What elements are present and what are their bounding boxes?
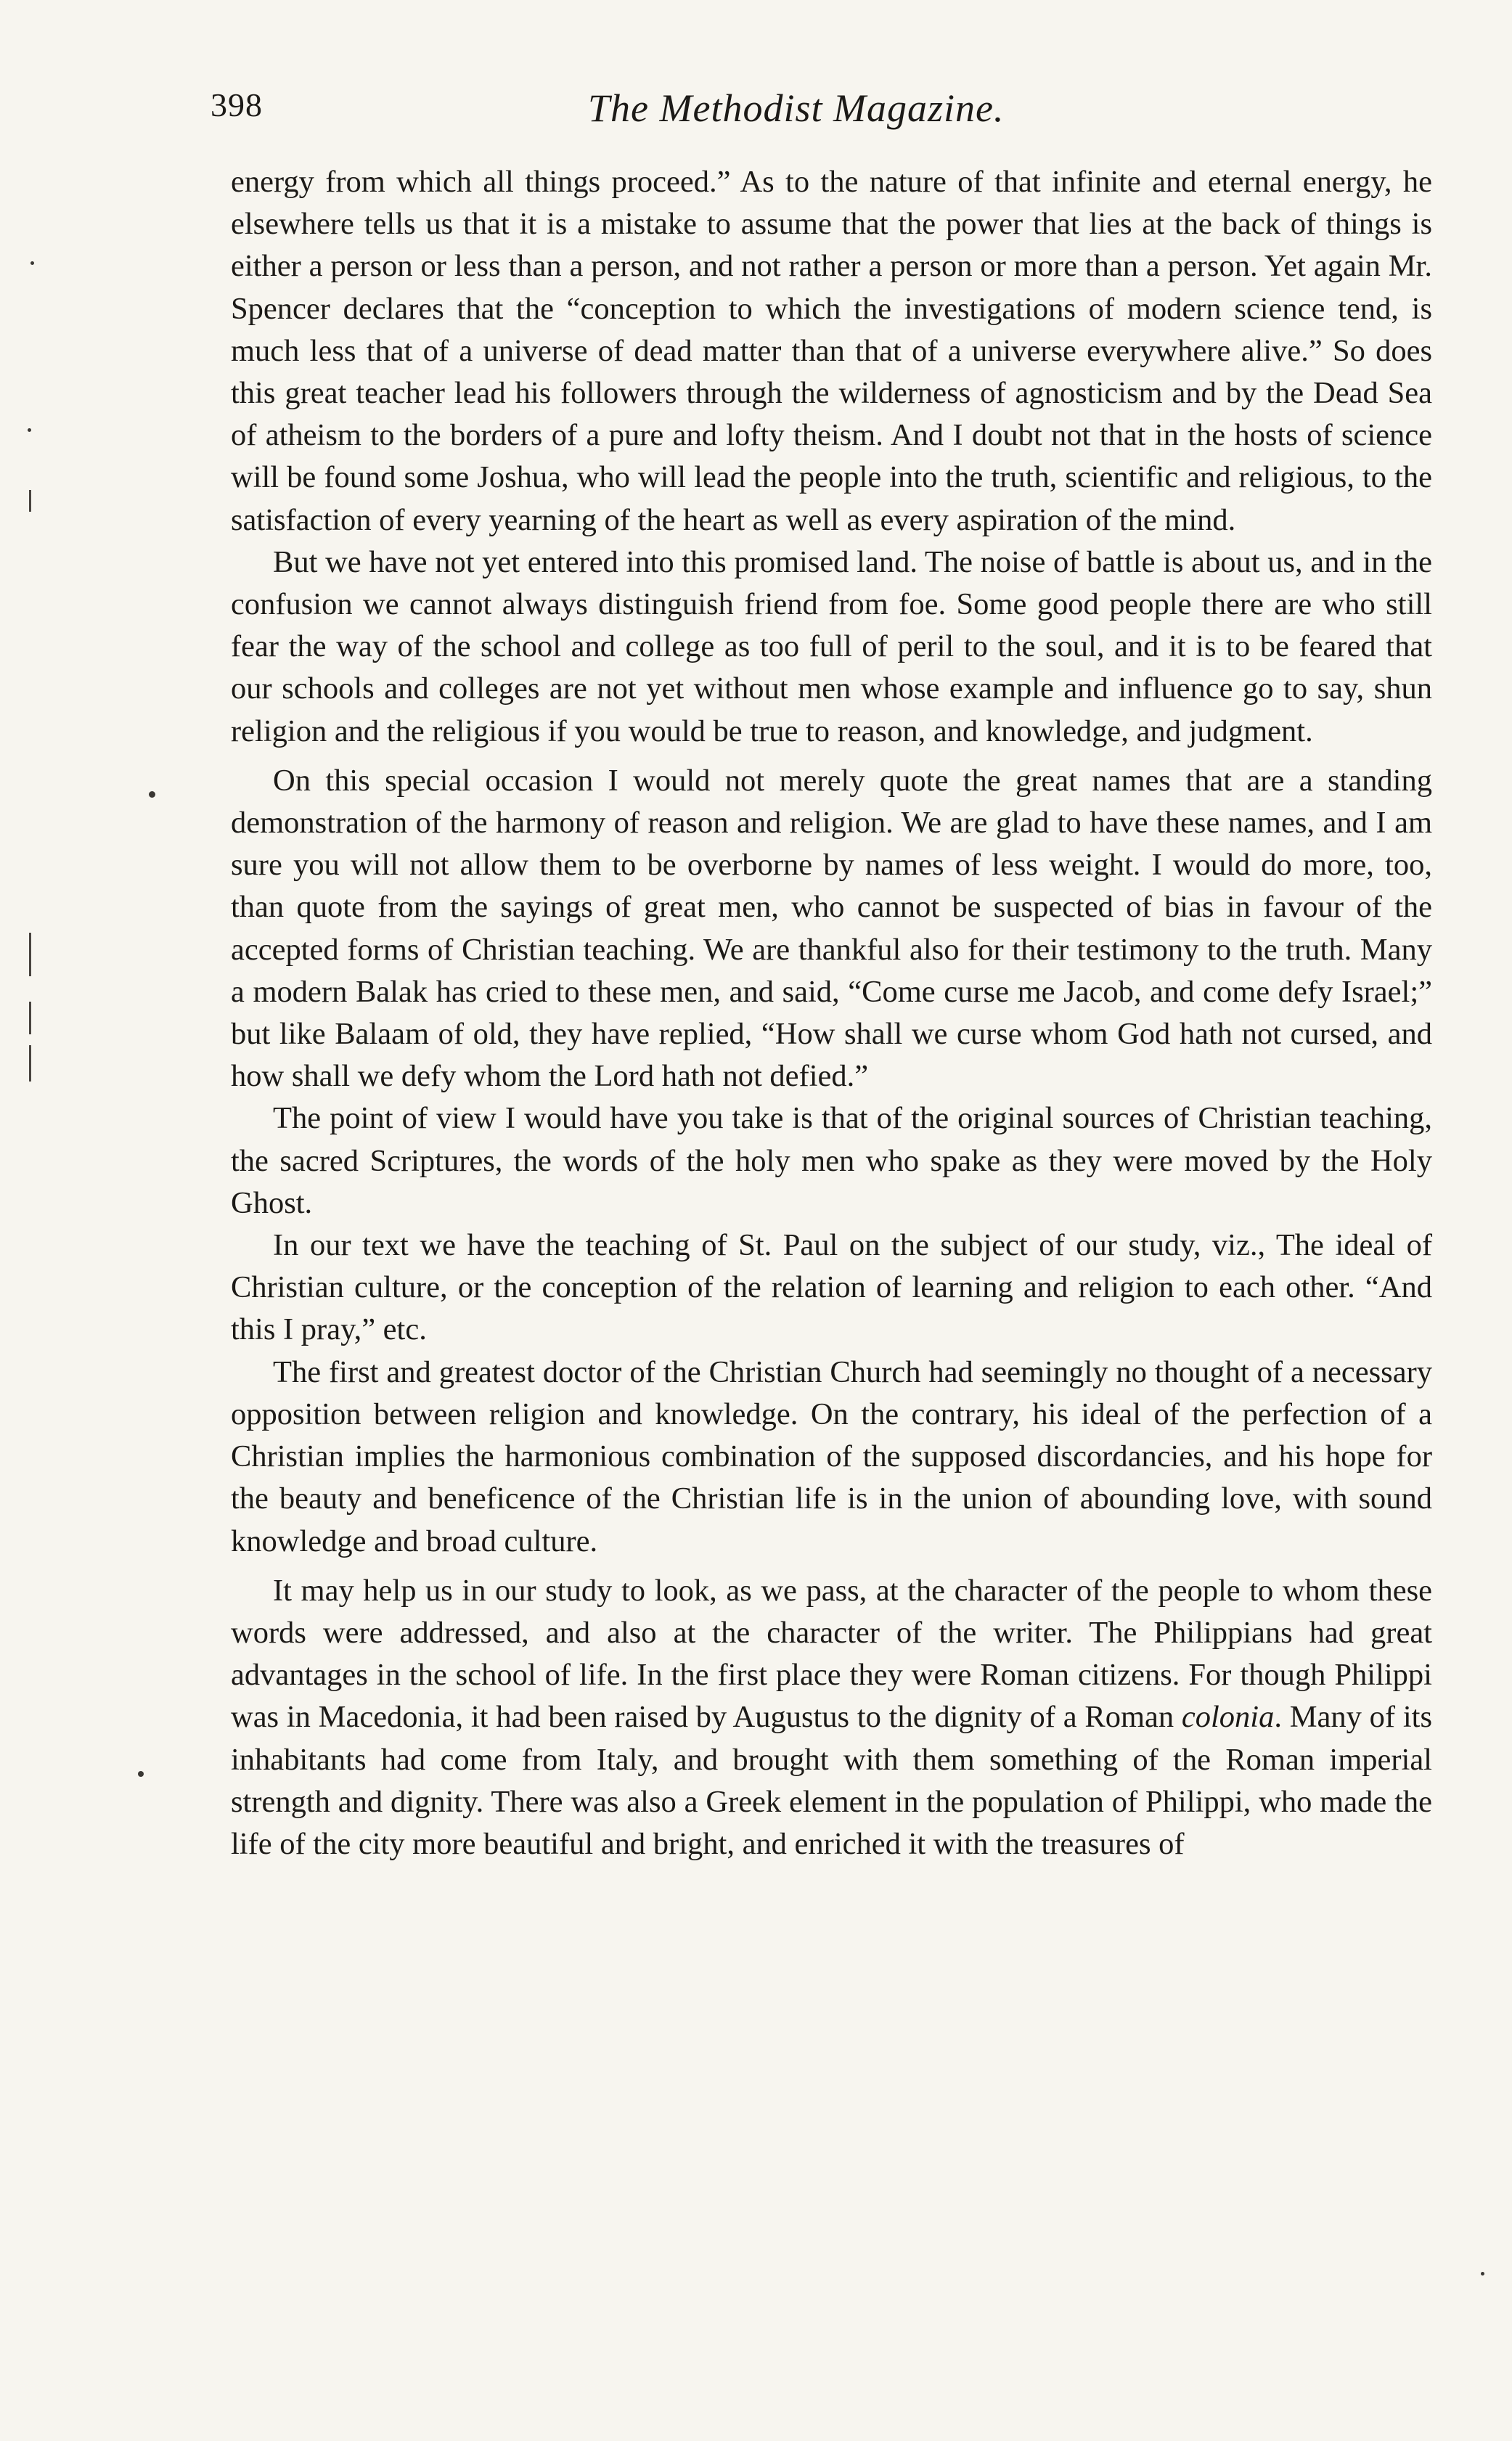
paragraph: It may help us in our study to look, as we pass, at the character of the people to whom these words were addressed, and also at the character of the writer. The Philippians had great advantages in the school of life. In the first place they were Roman citizens. For though Philippi was in Macedonia, it had been raised by Augustus to the dignity of a Roman colonia. Many of its inhabitants had come from Italy, and brought with them something of the Roman imperial strength and dignity. There was also a Greek element in the population of Philippi, who made the life of the city more beautiful and bright, and enriched it with the treasures of	[231, 1573, 1432, 1861]
page-number: 398	[211, 86, 263, 123]
margin-mark	[29, 933, 31, 976]
scan-speck	[30, 261, 34, 265]
paragraph: But we have not yet entered into this promised land. The noise of battle is about us, and in the confusion we cannot always distinguish friend from foe. Some good people there are who still fear the way of the school and college as too full of peril to the soul, and it is to be feared that our schools and colleges are not yet without men whose example and influence go to say, shun religion and the religious if you would be true to reason, and knowledge, and judgment.	[231, 544, 1432, 748]
article-body	[231, 161, 1432, 1865]
margin-mark	[29, 490, 31, 512]
margin-mark	[29, 1002, 31, 1034]
running-title: The Methodist Magazine.	[588, 86, 1005, 130]
paragraph: On this special occasion I would not merely quote the great names that are a standing demonstration of the harmony of reason and religion. We are glad to have these names, and I am sure you will not allow them to be overborne by names of less weight. I would do more, too, than quote from the sayings of great men, who cannot be suspected of bias in favour of the accepted forms of Christian teaching. We are thankful also for their testimony to the truth. Many a modern Balak has cried to these men, and said, “Come curse me Jacob, and come defy Israel;” but like Balaam of old, they have replied, “How shall we curse whom God hath not cursed, and how shall we defy whom the Lord hath not defied.”	[231, 763, 1432, 1094]
margin-mark	[29, 1045, 31, 1082]
scan-speck	[149, 791, 155, 798]
scan-speck	[138, 1771, 144, 1777]
paragraph: The first and greatest doctor of the Christian Church had seemingly no thought of a necessary opposition between religion and knowledge. On the contrary, his ideal of the perfection of a Christian implies the harmonious combination of the supposed discordancies, and his hope for the beauty and beneficence of the Christian life is in the union of abounding love, with sound knowledge and broad culture.	[231, 1354, 1432, 1558]
scan-speck	[1481, 2272, 1484, 2276]
paragraph: The point of view I would have you take is that of the original sources of Christian teaching, the sacred Scriptures, the words of the holy men who spake as they were moved by the Holy Ghost.	[231, 1101, 1432, 1220]
scan-speck	[28, 428, 31, 432]
page-header	[211, 86, 1444, 144]
italic-word: colonia	[1181, 1700, 1275, 1735]
paragraph: In our text we have the teaching of St. Paul on the subject of our study, viz., The ideal of Christian culture, or the conception of the relation of learning and religion to each other. “And this I pray,” etc.	[231, 1228, 1432, 1347]
paragraph: energy from which all things proceed.” As to the nature of that infinite and eternal energy, he elsewhere tells us that it is a mistake to assume that the power that lies at the back of things is either a person or less than a person, and not rather a person or more than a person. Yet again Mr. Spencer declares that the “conception to which the investigations of modern science tend, is much less that of a universe of dead matter than that of a universe everywhere alive.” So does this great teacher lead his followers through the wilderness of agnosticism and by the Dead Sea of atheism to the borders of a pure and lofty theism. And I doubt not that in the hosts of science will be found some Joshua, who will lead the people into the truth, scientific and religious, to the satisfaction of every yearning of the heart as well as every aspiration of the mind.	[231, 165, 1432, 537]
